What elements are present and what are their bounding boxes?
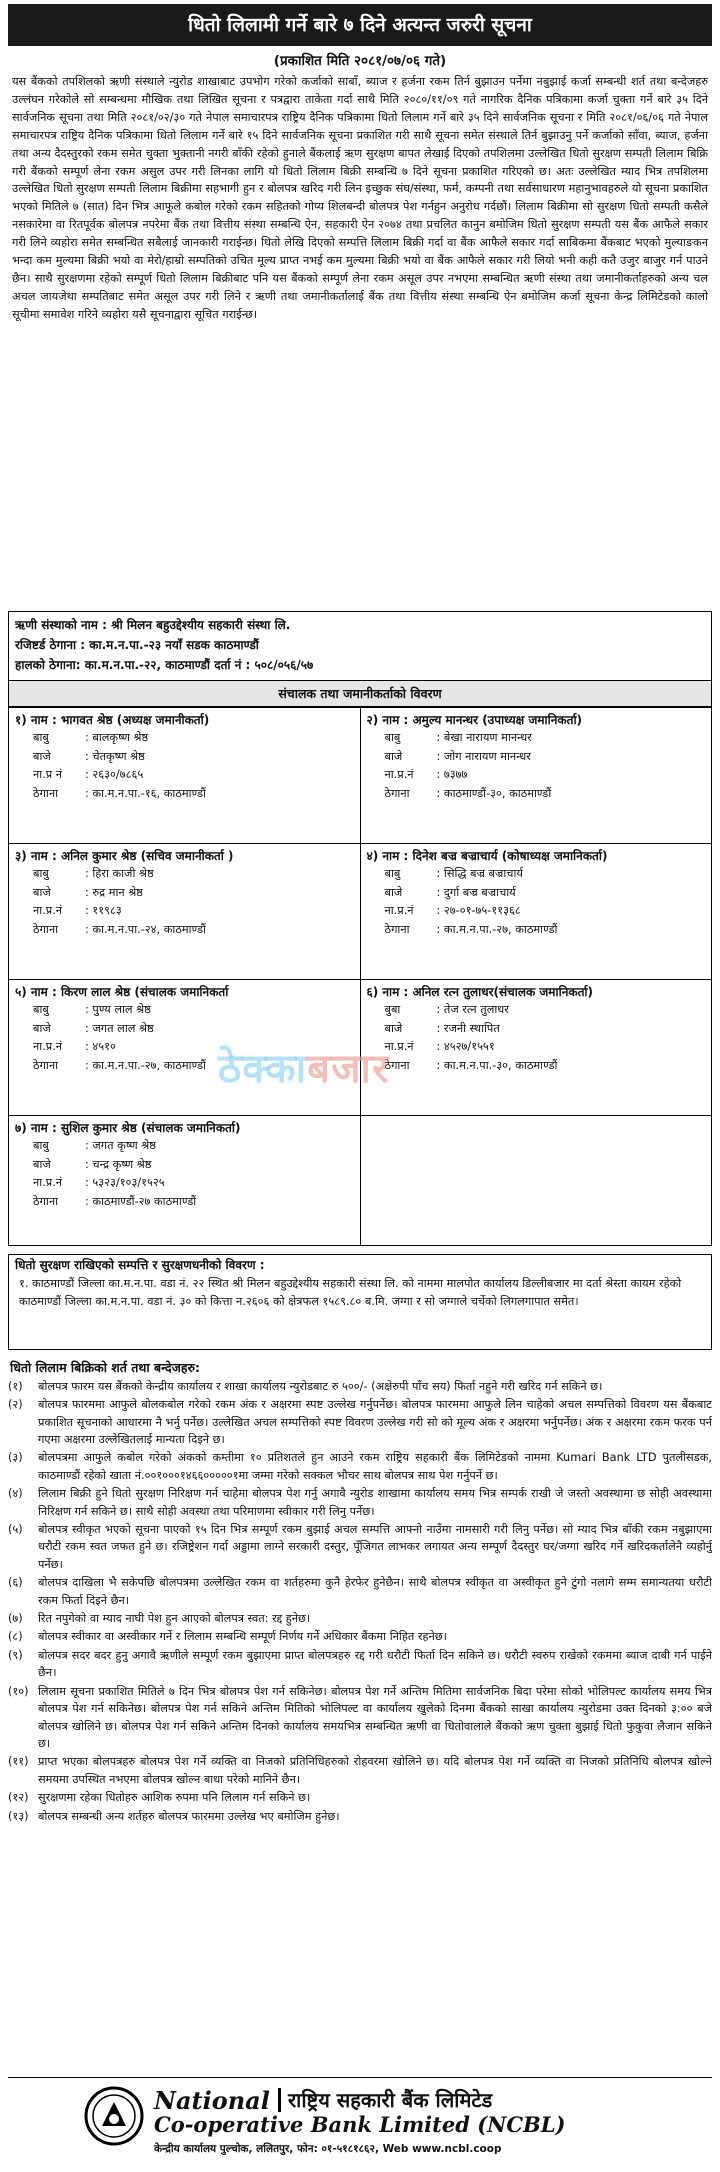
detail-value: : रुद्र मान श्रेष्ठ xyxy=(85,885,143,899)
detail-value: : चेतकृष्ण श्रेष्ठ xyxy=(85,749,145,763)
director-detail-row xyxy=(15,766,354,784)
director-detail-row xyxy=(367,748,706,766)
director-name: ५) नाम : किरण लाल श्रेष्ठ (संचालक जमानिकर्ता xyxy=(15,985,229,999)
director-detail-row xyxy=(367,729,706,747)
watermark-part1: ठेक्का xyxy=(218,1046,308,1092)
detail-value: : का.म.न.पा.-२७, काठमाण्डौं xyxy=(85,1058,206,1072)
term-text: लिलाम सूचना प्रकाशित मितिले ७ दिन भित्र बोलपत्र पेश गर्न सकिनेछ। बोलपत्र पेश गर्ने अन्तिम मितिमा सार्वजनिक बिदा परेमा सोको भोलिपल्ट कार्यालय समय भित्र बोलपत्र पेश गर्न सकिनेछ। बोलपत्र पेश गर्न सकिने अन्तिम मितिको भोलिपल्ट वा कार्यालय खुलेको दिनमा बैंकको साखा कार्यालय न्युरोडमा उक्त दिनको ३:०० बजे बोलपत्र खोलिने छ। बोलपत्र पेश गर्न सकिने अन्तिम दिनको कार्यालय समयभित्र सम्बन्धित ऋणी वा धितोवालाले बैंकको ऋण चुक्ता बुझाई धितो फुकुवा लैजान सकिने छ। xyxy=(38,1684,712,1750)
security-details: १. काठमाण्डौं जिल्ला का.म.न.पा. वडा नं. २२ स्थित श्री मिलन बहुउद्देश्यीय सहकारी संस्था लि. को नाममा मालपोत कार्यालय डिल्लीबजार मा दर्ता श्रेस्ता कायम रहेको काठमाण्डौं जिल्ला का.म.न.पा. वडा नं. ३० को कित्ता न.२६०६ को क्षेत्रफल १५८९.८० ब.मि. जग्गा र सो जग्गाले चर्चेको लिगलगापात समेत। xyxy=(19,1276,682,1308)
term-item xyxy=(8,1574,712,1609)
term-text: रित नपुगेको वा म्याद नाघी पेश हुन आएको बोलपत्र स्वत: रद्द हुनेछ। xyxy=(38,1612,311,1626)
detail-value: : का.म.न.पा.-२४, काठमाण्डौं xyxy=(85,922,206,936)
detail-value: : जगत लाल श्रेष्ठ xyxy=(85,1021,154,1035)
director-name: २) नाम : अमुल्य मानन्धर (उपाध्यक्ष जमानिकर्ता) xyxy=(366,713,583,727)
term-number: (२) xyxy=(8,1398,23,1412)
terms-heading: धितो लिलाम बिक्रिको शर्त तथा बन्देजहरु: xyxy=(10,1359,200,1375)
term-text: बोलपत्रमा आफुले कबोल गरेको अंकको कम्तीमा १० प्रतिशतले हुन आउने रकम राष्ट्रिय सहकारी बैंक लिमिटेडको नाममा Kumari Bank LTD पुतलीसडक, काठमाण्डौं रहेको खाता नं.००१०००१४६६०००००१मा जम्मा गरेको सक्कल भौचर साथ बोलपत्र साथ पेश गर्नुपर्ने छ। xyxy=(38,1451,712,1482)
detail-label: ना.प्र.नं xyxy=(33,1176,63,1190)
director-detail-row xyxy=(15,1001,354,1019)
term-item xyxy=(8,1753,712,1788)
detail-value: : का.म.न.पा.-२७, काठमाण्डौं xyxy=(436,922,558,936)
detail-label: बाबु xyxy=(384,731,401,745)
director-detail-row xyxy=(15,1020,354,1038)
detail-value: : २७-०१-७५-११३६८ xyxy=(436,904,521,918)
term-number: (१२) xyxy=(8,1791,29,1805)
term-text: बोलपत्र सम्बन्धी अन्य शर्तहरु बोलपत्र फारममा उल्लेख भए बमोजिम हुनेछ। xyxy=(38,1809,340,1823)
detail-label: ना.प्र.नं xyxy=(33,904,63,918)
term-text: सुरक्षणमा रहेका धितोहरु आशिक रुपमा पनि लिलाम गर्न सकिने छ। xyxy=(38,1791,311,1805)
director-cell xyxy=(360,708,712,844)
terms-list xyxy=(8,1378,712,1825)
detail-value: : जोग नारायण मानन्धर xyxy=(436,749,531,763)
detail-value: : रजनी स्थापित xyxy=(436,1021,500,1035)
director-detail-row xyxy=(367,884,706,902)
detail-label: बाजे xyxy=(33,1021,51,1035)
security-box xyxy=(8,1254,712,1350)
term-item xyxy=(8,1789,712,1806)
bank-english-name-2: Co-operative Bank Limited (NCBL) xyxy=(154,2112,566,2137)
director-detail-row xyxy=(15,785,354,803)
director-detail-row xyxy=(15,1156,354,1174)
director-detail-row xyxy=(15,902,354,920)
detail-value: : हिरा काजी श्रेष्ठ xyxy=(85,867,154,881)
detail-value: : चन्द्र कृष्ण श्रेष्ठ xyxy=(85,1157,152,1171)
director-cell xyxy=(9,844,361,980)
notice-intro-text: यस बैंकको तपशिलको ऋणी संस्थाले न्युरोड शाखाबाट उपभोग गरेको कर्जाको साबाँ, ब्याज र हर्जना रकम तिर्न बुझाउन पर्नेमा नबुझाई कर्जा सम्बन्धी शर्त तथा बन्देजहरु उल्लंघन गरेकोले सो सम्बन्धमा मौखिक तथा लिखित सूचना र पत्रद्वारा ताकेता गर्दा साथै मिति २०८०/११/०९ गते नागरिक दैनिक पत्रिकामा कर्जा चुक्ता गर्ने बारे ३५ दिने सार्वजनिक सूचना तथा मिति २०८१/०२/३० गते नेपाल समाचारपत्र राष्ट्रिय दैनिक पत्रिकामा धितो लिलाम गर्ने बारे ३५ दिने सार्वजनिक सूचना र मिति २०८१/०६/०६ गते नेपाल समाचारपत्र राष्ट्रिय दैनिक पत्रिकामा धितो लिलाम गर्ने बारे १५ दिने सार्वजनिक सूचना प्रकाशित गरी साथै सूचना समेत संस्थाले तिर्न बुझाउनु पर्ने कर्जाको साँवा, ब्याज, हर्जना तथा अन्य दैदस्तुरको रकम समेत चुक्ता भुक्तानी नगरी बाँकी रहेको हुनाले बैंकलाई ऋण सुरक्षण बापत लेखाई दिएको तपशिलमा उल्लेखित धितो सुरक्षण सम्पती लिलाम बिक्रि गरी बैंकको सम्पूर्ण लेना रकम असुल उपर गरी लिनका लागि यो धितो लिलाम बिक्री सम्बन्धि ७ दिने सूचना प्रकाशित गरिएको छ। अतः उल्लेखित म्याद भित्र तपशिलमा उल्लेखित धितो सुरक्षण सम्पती लिलाम बिक्रीमा सहभागी हुन र बोलपत्र खरिद गरी लिन इच्छुक संघ/संस्था, फर्म, कम्पनी तथा सर्वसाधारण महानुभावहरुले यो सूचना प्रकाशित भएको मितिले ७ (सात) दिन भित्र आफूले कबोल गरेको रकम सहितको गोप्य शिलबन्दी बोलपत्र पेश गर्नहुन अनुरोध गर्दछौं। लिलाम बिक्रीमा सो सुरक्षण धितो सम्पती कसैले नसकारेमा वा रितपूर्वक बोलपत्र नपरेमा बैंक तथा वित्तीय संस्था सम्बन्धि ऐन, सहकारी ऐन २०७४ तथा प्रचलित कानुन बमोजिम धितो सुरक्षण सम्पती यस बैंक आफैले सकार गरी लिने व्यहोरा समेत सम्बन्धित सबैलाई जानकारी गराईन्छ। धितो लेखि दिएको सम्पत्ति लिलाम बिक्री गर्दा वा बैंक आफैले सकार गर्दा साबिकमा बैंकबाट भएको मुल्याङकन भन्दा कम मुल्यमा बिक्री भयो वा मेरो/हाम्रो सम्पतिको उचित मूल्य प्राप्त नभई कम मुल्यमा बिक्री भयो वा बैंक आफैले सकार गरी लियो भनी कही कतै उजुर बाजुर गर्न पाउने छैन। साथै सुरक्षणमा रहेको सम्पूर्ण धितो लिलाम बिक्रीबाट पनि यस बैंकको सम्पूर्ण लेना रकम असूल उपर नभएमा सम्बन्धित ऋणी संस्था तथा जमानीकर्ताहरुको अन्य चल अचल जायजेथा सम्पतिबाट समेत असूल उपर गरी लिने र ऋणी तथा जमानीकर्तालाई बैंक तथा वित्तीय संस्था सम्बन्धि ऐन बमोजिम कर्जा सूचना केन्द्र लिमिटेडको कालो सूचीमा समावेश गरिने व्यहोरा यसै सूचनाद्वारा सूचित गराईन्छ। xyxy=(12,75,708,321)
published-date: (प्रकाशित मिति २०८१/०७/०६ गते) xyxy=(273,53,447,69)
borrower-name: ऋणी संस्थाको नाम : श्री मिलन बहुउद्देश्यीय सहकारी संस्था लि. xyxy=(15,618,291,632)
security-heading: धितो सुरक्षण राखिएको सम्पत्ति र सुरक्षणधनीको विवरण : xyxy=(15,1258,265,1272)
term-number: (९) xyxy=(8,1648,23,1662)
director-detail-row xyxy=(367,921,706,939)
term-number: (१) xyxy=(8,1379,23,1393)
term-item xyxy=(8,1378,712,1395)
term-number: (८) xyxy=(8,1630,23,1644)
director-detail-row xyxy=(15,921,354,939)
director-detail-row xyxy=(15,729,354,747)
directors-table xyxy=(8,707,712,1246)
borrower-registered-address: रजिष्टर्ड ठेगाना : का.म.न.पा.-२३ नयाँ सडक काठमाण्डौं xyxy=(15,638,259,652)
bank-english-name-1: National xyxy=(154,2086,270,2115)
detail-label: ठेगाना xyxy=(384,922,410,936)
director-detail-row xyxy=(367,1020,706,1038)
detail-label: ठेगाना xyxy=(33,1194,59,1208)
director-detail-row xyxy=(15,865,354,883)
term-item xyxy=(8,1485,712,1520)
detail-value: : दुर्गा बज्र बज्राचार्य xyxy=(436,885,516,899)
detail-label: ठेगाना xyxy=(33,1058,59,1072)
term-item xyxy=(8,1683,712,1753)
borrower-current-address: हालको ठेगाना: का.म.न.पा.-२२, काठमाण्डौं दर्ता नं : ५०८/०५६/५७ xyxy=(15,658,314,672)
detail-label: बाबु xyxy=(384,867,401,881)
detail-label: ना.प्र.नं xyxy=(384,768,414,782)
detail-value: : का.म.न.पा.-३०, काठमाण्डौं xyxy=(436,1058,558,1072)
term-item xyxy=(8,1396,712,1448)
detail-label: ना.प्र.नं xyxy=(33,1040,63,1054)
director-name: ३) नाम : अनिल कुमार श्रेष्ठ (सचिव जमानीकर्ता ) xyxy=(15,849,234,863)
director-detail-row xyxy=(15,1174,354,1192)
detail-value: : ४५२७/१५५१ xyxy=(436,1040,495,1054)
director-detail-row xyxy=(367,766,706,784)
term-text: बोलपत्र स्वीकार वा अस्वीकार गर्ने र लिलाम सम्बन्धि सम्पूर्ण निर्णय गर्ने अधिकार बैंकमा निहित रहनेछ। xyxy=(38,1630,447,1644)
watermark-part2: बजार xyxy=(307,1046,390,1092)
detail-value: : पुण्य लाल श्रेष्ठ xyxy=(85,1003,151,1017)
notice-page xyxy=(8,4,712,2155)
term-number: (६) xyxy=(8,1576,23,1590)
director-name: ४) नाम : दिनेश बज्र बज्राचार्य (कोषाध्यक्ष जमानिकर्ता) xyxy=(366,849,608,863)
detail-value: : काठमाण्डौं-३०, काठमाण्डौं xyxy=(436,786,552,800)
term-number: (५) xyxy=(8,1523,23,1537)
bank-address: केन्द्रीय कार्यालय पुल्चोक, ललितपुर, फोन: ०१-५१८१८६२, Web www.ncbl.coop xyxy=(154,2143,502,2155)
director-cell xyxy=(360,980,712,1116)
term-text: बोलपत्र दाखिला भै सकेपछि बोलपत्रमा उल्लेखित रकम वा शर्तहरुमा कुनै हेरफेर हुनेछैन। साथै बोलपत्र स्वीकृत वा अस्वीकृत हुने टुंगो नलागे सम्म समान्यतया धरौटी रकम फिर्ता दिइने छैन। xyxy=(38,1576,712,1607)
director-detail-row xyxy=(367,1001,706,1019)
director-cell xyxy=(360,844,712,980)
detail-label: बाबु xyxy=(33,1139,49,1153)
term-text: बोलपत्र फारम यस बैंकको केन्द्रीय कार्यालय र शाखा कार्यालय न्युरोडबाट रु ५००/- (अक्षेरुपी पाँच सय) फिर्ता नहुने गरी खरिद गर्न सकिने छ। xyxy=(38,1379,603,1393)
detail-label: बाजे xyxy=(33,885,51,899)
notice-title-banner: धितो लिलामी गर्ने बारे ७ दिने अत्यन्त जरुरी सूचना xyxy=(8,4,712,46)
empty-cell xyxy=(360,1116,712,1246)
term-text: प्राप्त भएका बोलपत्रहरु बोलपत्र पेश गर्ने व्यक्ति वा निजको प्रतिनिधिहरुको रोहवरमा खोलिने छ। यदि बोलपत्र पेश गर्ने व्यक्ति वा निजको प्रतिनिधि बोलपत्र खोल्ने समयमा उपस्थित नभएमा बोलपत्र खोल्न बाधा परेको मानिने छैन। xyxy=(38,1755,712,1786)
bank-footer xyxy=(8,2077,712,2168)
term-number: (३) xyxy=(8,1451,23,1465)
director-detail-row xyxy=(15,884,354,902)
term-text: बोलपत्र स्वीकृत भएको सूचना पाएको १५ दिन भित्र सम्पूर्ण रकम बुझाई अचल सम्पत्ति आफ्नो नाउँमा नामसारी गरी लिनु पर्नेछ। सो म्याद भित्र बाँकी रकम नबुझाएमा धरौटी रकम स्वत जफत हुने छ। रजिष्ट्रेशन गर्दा अड्डामा लाग्ने सरकारी दस्तुर, पूँजिगत लाभकर लगायत अन्य सम्पूर्ण दैदस्तुर घर/जग्गा खरिद गर्ने खरिदकर्तालेनै व्यहोर्नु पर्नेछ। xyxy=(38,1523,712,1571)
detail-label: बाजे xyxy=(384,749,403,763)
director-detail-row xyxy=(15,1137,354,1155)
detail-label: ठेगाना xyxy=(384,786,410,800)
detail-label: बाजे xyxy=(33,1157,51,1171)
term-item xyxy=(8,1647,712,1682)
detail-value: : तेज रत्न तुलाधर xyxy=(436,1003,509,1017)
detail-value: : जगत कृष्ण श्रेष्ठ xyxy=(85,1139,156,1153)
director-detail-row xyxy=(367,785,706,803)
detail-value: : ४५१० xyxy=(85,1040,116,1054)
term-text: बोलपत्र सदर बदर हुनु अगावै ऋणीले सम्पूर्ण रकम बुझाएमा प्राप्त बोलपत्रहरु रद्द गरी धरौटी फिर्ता दिन सकिने छ। धरौटी स्वरुप राखेको रकममा ब्याज दाबी गर्न पाईने छैन। xyxy=(38,1648,712,1680)
detail-value: : काठमाण्डौं-२७ काठमाण्डौं xyxy=(85,1194,197,1208)
detail-label: बाजे xyxy=(384,1021,403,1035)
director-detail-row xyxy=(15,1193,354,1211)
detail-value: : सिद्धि बज्र बज्राचार्य xyxy=(436,867,523,881)
director-detail-row xyxy=(367,1038,706,1056)
director-detail-row xyxy=(367,1057,706,1075)
watermark xyxy=(218,1039,389,1094)
term-number: (७) xyxy=(8,1612,23,1626)
detail-label: ठेगाना xyxy=(33,786,59,800)
detail-value: : का.म.न.पा.-१६, काठमाण्डौं xyxy=(85,786,206,800)
director-detail-row xyxy=(367,865,706,883)
detail-label: ना.प्र.नं xyxy=(384,904,414,918)
term-text: बोलपत्र फारममा आफुले बोलकबोल गरेको रकम अंक र अक्षरमा स्पष्ट उल्लेख गर्नुपर्नेछ। बोलपत्र फारममा आफुले लिन चाहेको अचल सम्पत्तिको विवरण यस बैंकबाट प्रकाशित सूचनाको आधारमा नै भर्नु पर्नेछ। उल्लेखित अचल सम्पत्तिको स्पष्ट विवरण उल्लेख गरी सो को मूल्य अंक र अक्षरमा भर्नुपर्नेछ। अंक र अक्षरमा रकम फरक पर्न गएमा अक्षरमा उल्लेखितलाई मान्यता दिइने छ। xyxy=(38,1398,712,1447)
term-number: (१०) xyxy=(8,1684,29,1698)
director-name: ६) नाम : अनिल रत्न तुलाधर(संचालक जमानिकर्ता) xyxy=(366,985,594,999)
term-item xyxy=(8,1808,712,1825)
detail-label: ठेगाना xyxy=(384,1058,410,1072)
director-detail-row xyxy=(15,748,354,766)
detail-value: : २६३०/७८६५ xyxy=(85,768,144,782)
term-text: लिलाम बिक्री हुने धितो सुरक्षण निरिक्षण गर्न चाहेमा बोलपत्र पेश गर्नु अगावै न्युरोड शाखामा कार्यालय समय भित्र सम्पर्क राखी जे जस्तो अवस्थामा छ सोही अवस्थामा निरिक्षण गर्न सकिने छ। साथै सोही अवस्था तथा परिमाणमा स्वीकार गरी लिनु पर्नेछ। xyxy=(38,1487,712,1518)
detail-value: : ७३७७ xyxy=(436,768,468,782)
detail-label: बाबु xyxy=(33,1003,49,1017)
detail-label: बाबु xyxy=(33,867,49,881)
term-item xyxy=(8,1521,712,1573)
detail-label: ना.प्र.नं xyxy=(384,1040,414,1054)
director-name: १) नाम : भागवत श्रेष्ठ (अध्यक्ष जमानीकर्ता) xyxy=(15,713,210,727)
term-item xyxy=(8,1610,712,1627)
detail-label: ना.प्र नं xyxy=(33,768,63,782)
detail-value: : ११९८३ xyxy=(85,904,122,918)
director-detail-row xyxy=(367,902,706,920)
term-item xyxy=(8,1449,712,1484)
term-number: (११) xyxy=(8,1755,29,1769)
detail-value: : ५३२३/१०३/१५२५ xyxy=(85,1176,165,1190)
detail-value: : बालकृष्ण श्रेष्ठ xyxy=(85,731,149,745)
detail-label: बुबा xyxy=(384,1003,401,1017)
divider xyxy=(278,2088,281,2112)
director-cell xyxy=(9,1116,361,1246)
detail-label: बाबु xyxy=(33,731,49,745)
directors-heading: संचालक तथा जमानीकर्ताको विवरण xyxy=(8,681,712,707)
borrower-info-box xyxy=(8,611,712,681)
term-number: (१३) xyxy=(8,1809,29,1823)
director-cell xyxy=(9,708,361,844)
director-name: ७) नाम : सुशिल कुमार श्रेष्ठ (संचालक जमानिकर्ता) xyxy=(15,1121,241,1135)
detail-value: : बेखा नारायण मानन्धर xyxy=(436,731,532,745)
bank-logo-icon xyxy=(84,2086,144,2146)
term-number: (४) xyxy=(8,1487,23,1501)
bank-nepali-name: राष्ट्रिय सहकारी बैंक लिमिटेड xyxy=(288,2088,493,2112)
term-item xyxy=(8,1628,712,1645)
detail-label: बाजे xyxy=(33,749,51,763)
detail-label: बाजे xyxy=(384,885,403,899)
detail-label: ठेगाना xyxy=(33,922,59,936)
